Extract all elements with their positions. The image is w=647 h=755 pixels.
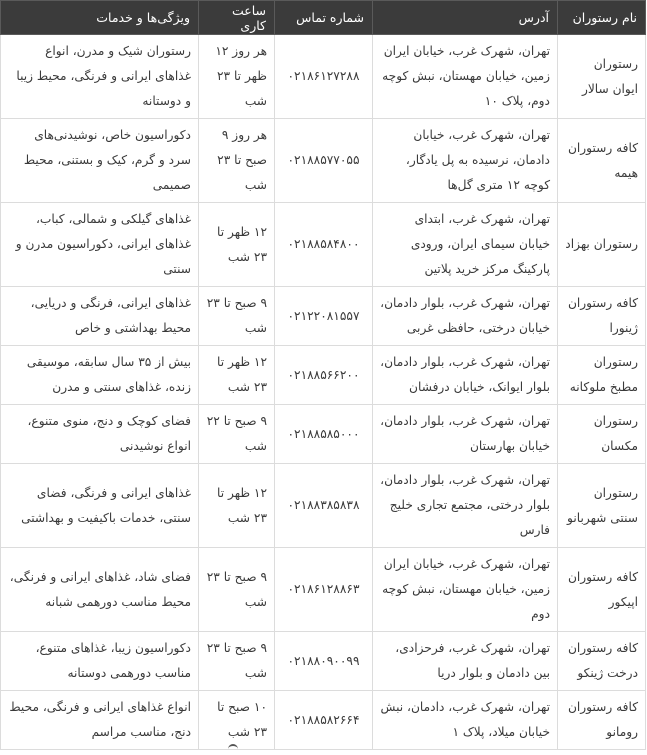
- cell-name: رستوران ایوان سالار: [558, 35, 646, 119]
- header-features: ویژگی‌ها و خدمات: [1, 1, 199, 35]
- cell-name: کافه رستوران رومانو: [558, 691, 646, 750]
- cell-address: تهران، شهرک غرب، فرحزادی، بین دادمان و بلوار دریا: [373, 632, 558, 691]
- cell-name: کافه رستوران اپیکور: [558, 548, 646, 632]
- cell-features: غذاهای گیلکی و شمالی، کباب، غذاهای ایرانی، دکوراسیون مدرن و سنتی: [1, 203, 199, 287]
- cell-phone: ۰۲۱۸۸۵۸۲۶۶۴: [275, 691, 373, 750]
- table-row: [1, 632, 646, 691]
- cell-features: فضای شاد، غذاهای ایرانی و فرنگی، محیط مناسب دورهمی شبانه: [1, 548, 199, 632]
- cell-features: انواع غذاهای ایرانی و فرنگی، محیط دنج، مناسب مراسم: [1, 691, 199, 750]
- cell-hours: هر روز ۱۲ ظهر تا ۲۳ شب: [199, 35, 275, 119]
- cell-features: دکوراسیون زیبا، غذاهای متنوع، مناسب دورهمی دوستانه: [1, 632, 199, 691]
- cell-hours: ۱۲ ظهر تا ۲۳ شب: [199, 346, 275, 405]
- cell-features: دکوراسیون خاص، نوشیدنی‌های سرد و گرم، کیک و بستنی، محیط صمیمی: [1, 119, 199, 203]
- cell-phone: ۰۲۱۸۸۵۸۵۰۰۰: [275, 405, 373, 464]
- cell-hours: ۱۰ صبح تا ۲۳ شب: [199, 691, 275, 750]
- header-address: آدرس: [373, 1, 558, 35]
- cell-address: تهران، شهرک غرب، بلوار دادمان، بلوار ایوانک، خیابان درفشان: [373, 346, 558, 405]
- cell-address: تهران، شهرک غرب، دادمان، نبش خیابان میلاد، پلاک ۱: [373, 691, 558, 750]
- cell-hours: ۹ صبح تا ۲۳ شب: [199, 287, 275, 346]
- cell-name: رستوران سنتی شهربانو: [558, 464, 646, 548]
- cell-name: کافه رستوران ژینورا: [558, 287, 646, 346]
- cell-hours: ۱۲ ظهر تا ۲۳ شب: [199, 464, 275, 548]
- cell-hours: ۱۲ ظهر تا ۲۳ شب: [199, 203, 275, 287]
- cell-features: فضای کوچک و دنج، منوی متنوع، انواع نوشیدنی: [1, 405, 199, 464]
- table-row: [1, 405, 646, 464]
- header-phone: شماره تماس: [275, 1, 373, 35]
- cell-phone: ۰۲۱۸۶۱۲۸۸۶۳: [275, 548, 373, 632]
- cell-features: بیش از ۳۵ سال سابقه، موسیقی زنده، غذاهای سنتی و مدرن: [1, 346, 199, 405]
- cell-name: رستوران مکسان: [558, 405, 646, 464]
- table-row: [1, 203, 646, 287]
- table-row: [1, 119, 646, 203]
- cell-features: رستوران شیک و مدرن، انواع غذاهای ایرانی و فرنگی، محیط زیبا و دوستانه: [1, 35, 199, 119]
- cell-features: غذاهای ایرانی و فرنگی، فضای سنتی، خدمات باکیفیت و بهداشتی: [1, 464, 199, 548]
- table-row: [1, 691, 646, 750]
- cell-address: تهران، شهرک غرب، بلوار دادمان، بلوار درختی، مجتمع تجاری خلیج فارس: [373, 464, 558, 548]
- table-row: [1, 346, 646, 405]
- header-hours: ساعت کاری: [199, 1, 275, 35]
- cell-phone: ۰۲۱۸۶۱۲۷۲۸۸: [275, 35, 373, 119]
- table-row: [1, 464, 646, 548]
- table-row: [1, 548, 646, 632]
- cell-phone: ۰۲۱۸۸۵۸۴۸۰۰: [275, 203, 373, 287]
- table-row: [1, 35, 646, 119]
- cell-hours: ۹ صبح تا ۲۳ شب: [199, 548, 275, 632]
- cell-hours: هر روز ۹ صبح تا ۲۳ شب: [199, 119, 275, 203]
- table-body: [1, 35, 646, 750]
- cell-phone: ۰۲۱۸۸۳۸۵۸۳۸: [275, 464, 373, 548]
- cell-address: تهران، شهرک غرب، بلوار دادمان، خیابان درختی، حافظی غربی: [373, 287, 558, 346]
- table-header: [1, 1, 646, 35]
- cell-phone: ۰۲۱۸۸۵۶۶۲۰۰: [275, 346, 373, 405]
- cell-hours: ۹ صبح تا ۲۳ شب: [199, 632, 275, 691]
- cell-phone: ۰۲۱۲۲۰۸۱۵۵۷: [275, 287, 373, 346]
- cell-address: تهران، شهرک غرب، خیابان ایران زمین، خیابان مهستان، نبش کوچه دوم، پلاک ۱۰: [373, 35, 558, 119]
- cell-address: تهران، شهرک غرب، ابتدای خیابان سیمای ایران، ورودی پارکینگ مرکز خرید پلاتین: [373, 203, 558, 287]
- table-row: [1, 287, 646, 346]
- header-row: [1, 1, 646, 35]
- cell-phone: ۰۲۱۸۸۰۹۰۰۹۹: [275, 632, 373, 691]
- cell-name: رستوران مطبخ ملوکانه: [558, 346, 646, 405]
- cell-name: کافه رستوران هیمه: [558, 119, 646, 203]
- cell-features: غذاهای ایرانی، فرنگی و دریایی، محیط بهداشتی و خاص: [1, 287, 199, 346]
- cell-hours: ۹ صبح تا ۲۲ شب: [199, 405, 275, 464]
- cell-phone: ۰۲۱۸۸۵۷۷۰۵۵: [275, 119, 373, 203]
- cell-address: تهران، شهرک غرب، خیابان ایران زمین، خیابان مهستان، نبش کوچه دوم: [373, 548, 558, 632]
- header-name: نام رستوران: [558, 1, 646, 35]
- cell-name: رستوران بهزاد: [558, 203, 646, 287]
- cell-address: تهران، شهرک غرب، خیابان دادمان، نرسیده به پل یادگار، کوچه ۱۲ متری گل‌ها: [373, 119, 558, 203]
- cell-address: تهران، شهرک غرب، بلوار دادمان، خیابان بهارستان: [373, 405, 558, 464]
- cell-name: کافه رستوران درخت ژینکو: [558, 632, 646, 691]
- partial-icon: [228, 744, 238, 750]
